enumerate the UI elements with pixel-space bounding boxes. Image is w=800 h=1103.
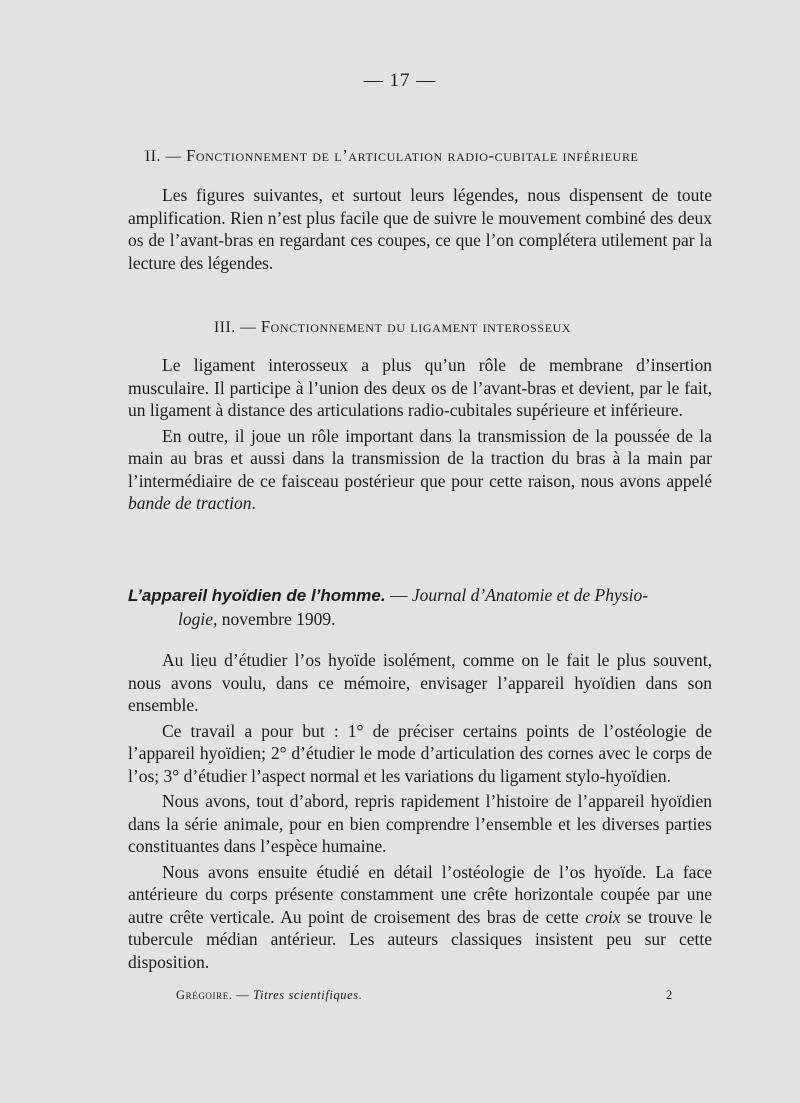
- paragraph-end: .: [251, 493, 256, 513]
- footer-title: Titres scientifiques.: [253, 988, 363, 1002]
- section-heading-3: [214, 317, 571, 337]
- section-heading-2: [145, 146, 639, 166]
- section-numeral: III.: [214, 319, 236, 336]
- paragraph: Nous avons, tout d’abord, repris rapidement l’histoire de l’appareil hyoïdien dans la série animale, pour en bien comprendre l’ensemble et les diverses parties constituantes dans l’espèce humaine.: [128, 791, 712, 856]
- paragraph: [128, 425, 712, 515]
- page-number: — 17 —: [363, 70, 437, 91]
- footer-author: Grégoire.: [176, 988, 233, 1002]
- paragraph-end: se trouve le tubercule médian antérieur. Les auteurs classiques insistent peu sur cette disposition.: [128, 906, 713, 972]
- journal-name-part1: Journal d’Anatomie et de Physio-: [411, 585, 649, 605]
- page-footer: [176, 988, 676, 1003]
- section-dash: —: [165, 148, 182, 165]
- emphasis-text: bande de traction: [128, 493, 252, 513]
- signature-mark: 2: [666, 988, 673, 1002]
- article-body: [128, 649, 712, 973]
- article-citation: [128, 584, 712, 630]
- paragraph: Le ligament interosseux a plus qu’un rôle de membrane d’insertion musculaire. Il participe à l’union des deux os de l’avant-bras et devient, par le fait, un ligament à distance des articulations radio-cubitales supérieure et inférieure.: [128, 355, 712, 420]
- section-dash: —: [240, 319, 257, 336]
- emphasis-text: croix: [585, 906, 621, 927]
- paragraph-text: Nous avons ensuite étudié en détail l’ostéologie de l’os hyoïde. La face antérieure du corps présente constamment une crête horizontale coupée par une autre crête verticale. Au point de croisement des bras de cette: [128, 861, 712, 927]
- section-numeral: II.: [145, 148, 161, 165]
- article-title: L’appareil hyoïdien de l’homme.: [128, 586, 386, 605]
- section-title: Fonctionnement de l’articulation radio-cubitale inférieure: [186, 146, 639, 165]
- paragraph: [128, 861, 712, 974]
- paragraph: Les figures suivantes, et surtout leurs légendes, nous dispensent de toute amplification. Rien n’est plus facile que de suivre le mouvement combiné des deux os de l’avant-bras en regardant ces coupes, ce que l’on complétera utilement par la lecture des légendes.: [128, 185, 712, 273]
- publication-date: novembre 1909.: [221, 608, 336, 629]
- journal-name-part2: logie,: [178, 608, 218, 629]
- paragraph-text: En outre, il joue un rôle important dans la transmission de la poussée de la main au bras et aussi dans la transmission de la traction du bras à la main par l’intermédiaire de ce faisceau postérieur que pour cette raison, nous avons appelé: [128, 425, 712, 491]
- section-2-body: [128, 184, 712, 274]
- section-title: Fonctionnement du ligament interosseux: [260, 317, 572, 336]
- paragraph: Au lieu d’étudier l’os hyoïde isolément, comme on le fait le plus souvent, nous avons voulu, dans ce mémoire, envisager l’appareil hyoïdien dans son ensemble.: [128, 650, 712, 715]
- paragraph: Ce travail a pour but : 1° de préciser certains points de l’ostéologie de l’appareil hyoïdien; 2° d’étudier le mode d’articulation des cornes avec le corps de l’os; 3° d’étudier l’aspect normal et les variations du ligament stylo-hyoïdien.: [128, 720, 712, 786]
- footer-dash: —: [236, 988, 250, 1002]
- citation-dash: —: [389, 585, 408, 605]
- section-3-body: [128, 354, 712, 515]
